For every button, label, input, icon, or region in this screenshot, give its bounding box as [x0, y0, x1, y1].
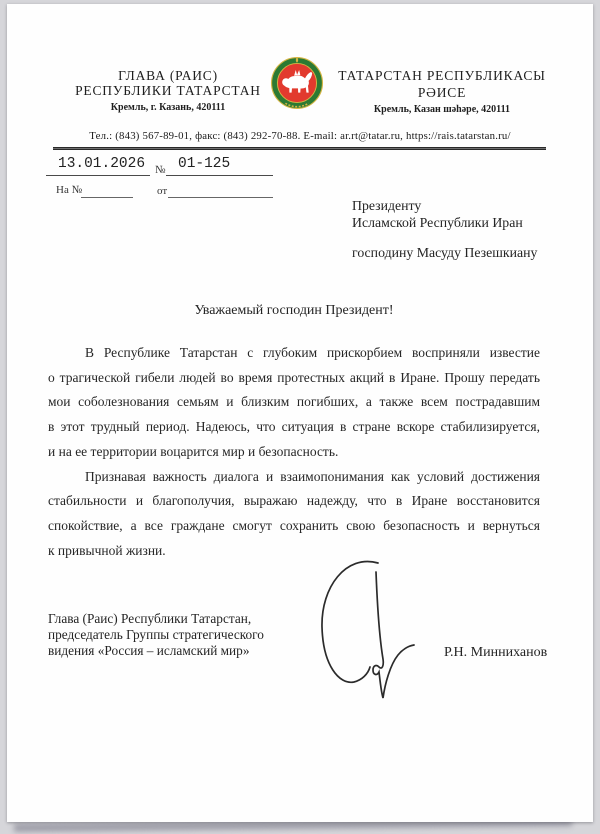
- letterhead-title-tat-line2: РӘИСЕ: [417, 85, 467, 100]
- recipient-gap: [352, 231, 567, 245]
- body-line: о трагической гибели людей во время протестных акций в Иране. Прошу передать: [48, 369, 540, 385]
- letter-date-field: 13.01.2026: [46, 156, 150, 176]
- recipient-block: [352, 198, 567, 262]
- tatarstan-emblem-icon: [270, 56, 324, 110]
- letterhead-contact-line: Тел.: (843) 567-89-01, факс: (843) 292-70-88. E-mail: ar.rt@tatar.ru, https://rais.tatarstan.ru/: [89, 130, 511, 142]
- body-line: мои соболезнования семьям и близким погибших, а также всем пострадавшим: [48, 394, 540, 410]
- number-sign-label: №: [155, 164, 166, 176]
- body-line: В Республике Татарстан с глубоким прискорбием восприняли известие: [85, 345, 540, 360]
- body-line: и на ее территории воцарится мир и безопасность.: [48, 443, 339, 459]
- letterhead-tatar-block: [335, 68, 549, 115]
- signatory-position-line3: видения «Россия – исламский мир»: [48, 643, 250, 659]
- body-line: спокойствие, а все граждане смогут сохранить свою безопасность и вернуться: [48, 517, 540, 533]
- signatory-position-line2: председатель Группы стратегического: [48, 627, 264, 643]
- recipient-line-title: Президенту: [352, 198, 422, 213]
- letter-page: [7, 4, 593, 822]
- letterhead-russian-block: [43, 68, 293, 113]
- signature-autograph: [312, 553, 427, 708]
- letterhead-divider-rule: [53, 147, 546, 150]
- signatory-position-block: [48, 611, 308, 660]
- body-line: в этот трудный период. Надеюсь, что ситуация в стране вскоре стабилизируется,: [48, 419, 540, 435]
- body-line: стабильности и благополучия, выражаю надежду, что в Иране восстановится: [48, 493, 540, 509]
- reply-to-number-label: На №: [56, 184, 83, 196]
- salutation: Уважаемый господин Президент!: [194, 303, 394, 318]
- recipient-line-name: господину Масуду Пезешкиану: [352, 245, 538, 260]
- letterhead-address-tat: Кремль, Казан шәһәре, 420111: [373, 104, 511, 115]
- letter-body: [48, 341, 540, 563]
- letterhead-title-ru-line1: ГЛАВА (РАИС): [118, 68, 218, 83]
- letterhead-title-ru-line2: РЕСПУБЛИКИ ТАТАРСТАН: [75, 83, 261, 98]
- body-line: к привычной жизни.: [48, 542, 166, 558]
- recipient-line-country: Исламской Республики Иран: [352, 214, 523, 230]
- letterhead-title-tat-line1: ТАТАРСТАН РЕСПУБЛИКАСЫ: [338, 68, 546, 83]
- reply-date-blank: [168, 184, 273, 198]
- signatory-position-line1: Глава (Раис) Республики Татарстан,: [48, 611, 252, 626]
- signatory-name: Р.Н. Минниханов: [444, 645, 548, 660]
- reply-date-label: от: [157, 185, 168, 197]
- reply-number-blank: [81, 184, 133, 198]
- letter-number-field: 01-125: [166, 156, 273, 176]
- letterhead-address-ru: Кремль, г. Казань, 420111: [110, 102, 226, 113]
- body-line: Признавая важность диалога и взаимопонимания как условий достижения: [85, 468, 540, 484]
